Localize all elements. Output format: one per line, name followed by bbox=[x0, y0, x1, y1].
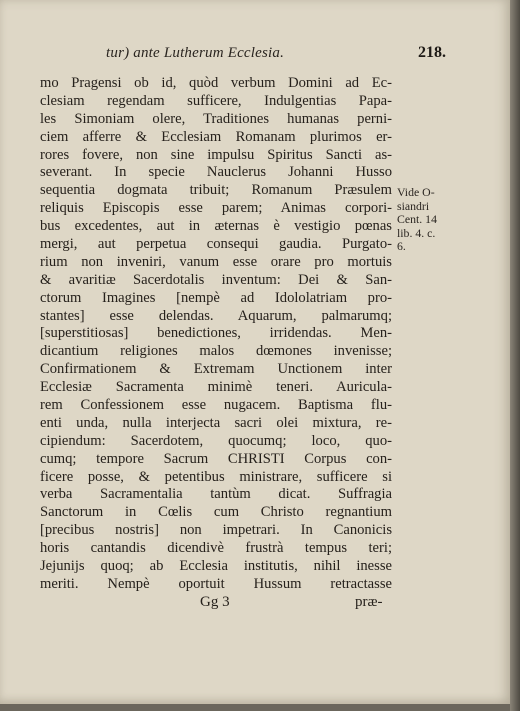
text-line: mergi, aut perpetua consequi gaudia. Purgato- bbox=[40, 236, 392, 253]
marginal-note-line: 6. bbox=[397, 239, 406, 253]
running-title: tur) ante Lutherum Ecclesia. bbox=[106, 45, 285, 61]
catchword: præ- bbox=[355, 594, 383, 610]
text-line: ciem afferre & Ecclesiam Romanam plurimos er- bbox=[40, 128, 392, 145]
text-line: [superstitiosas] benedictiones, irridendas. Men- bbox=[40, 325, 392, 342]
text-line: Confirmationem & Extremam Unctionem inter bbox=[40, 361, 392, 378]
marginal-note bbox=[397, 186, 447, 254]
text-line: cipiendum: Sacerdotem, quocumq; loco, quo- bbox=[40, 432, 392, 449]
text-line: [precibus nostris] non impetrari. In Canonicis bbox=[40, 522, 392, 539]
text-line: rores fovere, non sine impulsu Spiritus Sancti as- bbox=[40, 146, 392, 163]
marginal-note-line: lib. 4. c. bbox=[397, 225, 436, 240]
text-line: dicantium religiones malos dœmones invenisse; bbox=[40, 343, 392, 360]
signature-mark: Gg 3 bbox=[200, 594, 230, 610]
text-line: horis cantandis dicendivè frustrà tempus teri; bbox=[40, 540, 392, 557]
text-line: verba Sacramentalia tantùm dicat. Suffragia bbox=[40, 486, 392, 503]
text-line: reliquis Episcopis esse parem; Animas corpori- bbox=[40, 200, 392, 217]
text-line: ctorum Imagines [nempè ad Idololatriam pro- bbox=[40, 289, 392, 306]
text-line: & avaritiæ Sacerdotalis inventum: Dei & San- bbox=[40, 271, 392, 288]
text-line: bus excedentes, aut in æternas è vestigio pœnas bbox=[40, 218, 392, 235]
text-line: enti unda, nulla interjecta sacri olei mixtura, re- bbox=[40, 414, 392, 431]
text-line: mo Pragensi ob id, quòd verbum Domini ad Ec- bbox=[40, 75, 392, 91]
text-line: meriti. Nempè oportuit Hussum retractasse bbox=[40, 575, 392, 592]
text-line: sequentia dogmata tribuit; Romanum Præsulem bbox=[40, 182, 392, 199]
marginal-note-line: siandri bbox=[397, 198, 430, 213]
text-line: Jejunijs quoq; ab Ecclesia institutis, nihil inesse bbox=[40, 558, 392, 575]
text-line: severant. In specie Nauclerus Johanni Husso bbox=[40, 164, 392, 181]
text-line: Sanctorum in Cœlis cum Christo regnantium bbox=[40, 504, 392, 521]
marginal-note-line: Vide O- bbox=[397, 185, 435, 199]
text-line: Ecclesiæ Sacramenta minimè teneri. Auricula- bbox=[40, 379, 392, 396]
text-line: clesiam regendam sufficere, Indulgentias Papa- bbox=[40, 92, 392, 109]
text-line: les Simoniam olere, Traditiones humanas perni- bbox=[40, 110, 392, 127]
text-line: rium non inveniri, vanum esse orare pro mortuis bbox=[40, 253, 392, 270]
page-edge bbox=[510, 0, 520, 711]
text-line: stantes] esse delendas. Aquarum, palmarumq; bbox=[40, 307, 392, 324]
text-line: rem Confessionem esse nugacem. Baptisma flu- bbox=[40, 397, 392, 414]
marginal-note-line: Cent. 14 bbox=[397, 212, 437, 226]
text-line: ficere posse, & petentibus ministrare, sufficere si bbox=[40, 468, 392, 485]
text-line: cumq; tempore Sacrum CHRISTI Corpus con- bbox=[40, 450, 392, 467]
page-number: 218. bbox=[418, 44, 446, 61]
body-text bbox=[40, 75, 392, 594]
